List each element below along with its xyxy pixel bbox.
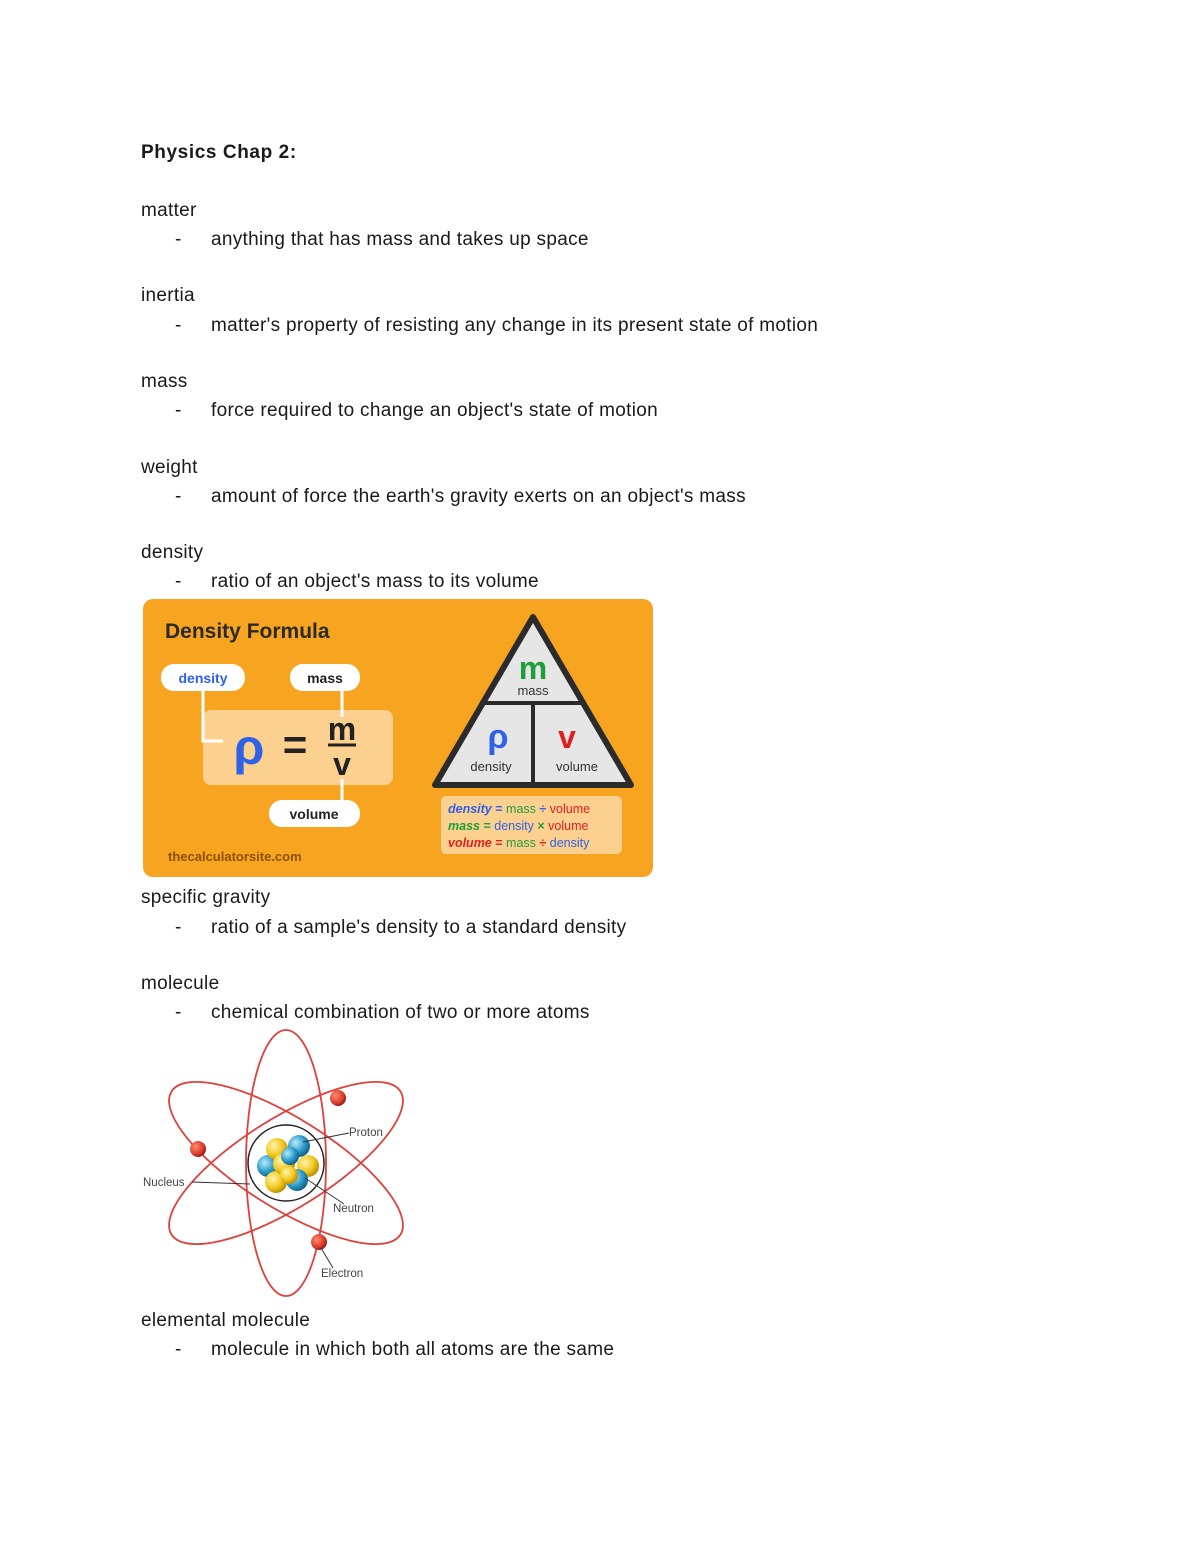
proton-label: Proton [349,1127,383,1139]
electron-label: Electron [321,1268,364,1280]
nucleus-label: Nucleus [143,1177,185,1189]
definition-weight [175,486,746,508]
definition-text: force required to change an object's state of motion [211,400,658,421]
mass-pill-label: mass [307,670,343,686]
bullet-dash: - [175,229,182,250]
page-title: Physics Chap 2: [141,142,297,163]
eq-op: ÷ [539,802,547,816]
neutron [281,1147,299,1165]
v-symbol: v [333,746,351,782]
bullet-dash: - [175,917,182,938]
electron [330,1090,346,1106]
eq-term: mass [506,836,536,850]
atom-diagram-figure [140,1028,420,1303]
term-molecule: molecule [141,973,220,994]
definition-specific-gravity [175,917,626,939]
triangle-m-symbol: m [518,650,548,686]
triangle-v-symbol: v [558,719,576,755]
definition-text: chemical combination of two or more atoms [211,1002,590,1023]
equation-density [448,802,590,816]
bullet-dash: - [175,1339,182,1360]
triangle-mass-label: mass [517,683,549,698]
bullet-dash: - [175,315,182,336]
equals-symbol: = [282,721,308,768]
definition-molecule [175,1002,590,1024]
equation-mass [448,819,588,833]
term-mass: mass [141,371,188,392]
eq-term: mass [448,819,480,833]
density-formula-graphic [143,599,653,877]
definition-mass [175,400,658,422]
definition-text: ratio of an object's mass to its volume [211,571,539,592]
density-formula-figure [143,599,653,877]
eq-op: = [495,836,503,850]
figure-heading: Density Formula [165,620,330,643]
triangle-density-label: density [470,759,512,774]
equation-volume [448,836,590,850]
eq-term: volume [548,819,589,833]
term-weight: weight [141,457,198,478]
electron [190,1141,206,1157]
eq-term: density [549,836,590,850]
eq-op: × [537,819,545,833]
definition-text: matter's property of resisting any change in its present state of motion [211,315,819,336]
bullet-dash: - [175,400,182,421]
eq-op: = [483,819,491,833]
term-specific-gravity: specific gravity [141,887,271,908]
term-elemental-molecule: elemental molecule [141,1310,311,1331]
density-pill-label: density [178,670,228,686]
eq-op: = [495,802,503,816]
definition-density [175,571,539,593]
eq-term: volume [549,802,591,816]
proton [280,1166,298,1184]
eq-term: volume [448,836,492,850]
definition-elemental-molecule [175,1339,614,1361]
bullet-dash: - [175,486,182,507]
definition-text: ratio of a sample's density to a standard density [211,917,627,938]
definition-text: amount of force the earth's gravity exerts on an object's mass [211,486,746,507]
term-matter: matter [141,200,197,221]
bullet-dash: - [175,571,182,592]
definition-text: molecule in which both all atoms are the same [211,1339,615,1360]
atom-diagram [140,1028,420,1303]
electron [311,1234,327,1250]
term-density: density [141,542,204,563]
triangle-volume-label: volume [556,759,598,774]
eq-op: ÷ [539,836,547,850]
definition-matter [175,229,589,251]
term-inertia: inertia [141,285,195,306]
eq-term: density [494,819,534,833]
triangle-rho-symbol: ρ [487,718,509,756]
bullet-dash: - [175,1002,182,1023]
definition-text: anything that has mass and takes up space [211,229,589,250]
rho-symbol: ρ [233,719,265,775]
neutron-label: Neutron [333,1203,374,1215]
definition-inertia [175,315,818,337]
volume-pill-label: volume [289,806,339,822]
eq-term: mass [506,802,536,816]
source-credit: thecalculatorsite.com [168,849,302,864]
eq-term: density [448,802,492,816]
m-symbol: m [327,711,357,747]
